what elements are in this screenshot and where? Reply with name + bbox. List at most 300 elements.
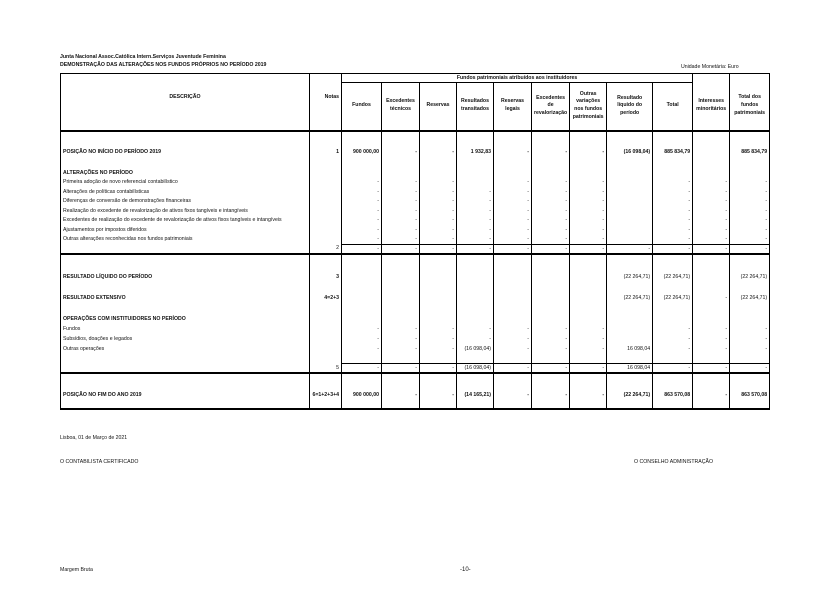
row-label: Realização do excedente de revalorização de ativos fixos tangíveis e intangíveis: [61, 206, 310, 216]
spacer-row: [61, 157, 770, 169]
value-cell: -: [570, 334, 607, 344]
spacer-cell: [342, 354, 382, 364]
row-note: [310, 235, 342, 245]
rule-cell: [420, 131, 457, 140]
value-cell: -: [494, 244, 532, 254]
value-cell: -: [457, 197, 494, 207]
row-label: Fundos: [61, 324, 310, 334]
row-note: [310, 169, 342, 178]
header-row-group: [61, 74, 770, 83]
value-cell: -: [342, 187, 382, 197]
value-cell: [382, 294, 420, 303]
row-label: [61, 244, 310, 254]
value-cell: [570, 315, 607, 324]
value-cell: -: [382, 390, 420, 400]
rule-cell: [570, 131, 607, 140]
value-cell: -: [420, 235, 457, 245]
value-cell: [382, 169, 420, 178]
value-cell: -: [570, 178, 607, 188]
value-cell: -: [693, 324, 730, 334]
value-cell: [494, 273, 532, 282]
value-cell: -: [494, 364, 532, 374]
value-cell: -: [382, 187, 420, 197]
spacer-row: [61, 354, 770, 364]
spacer-cell: [693, 303, 730, 315]
value-cell: [457, 178, 494, 188]
value-cell: [342, 169, 382, 178]
row-label: [61, 364, 310, 374]
column-header-resultado_liquido: Resultado líquido do período: [607, 83, 653, 131]
value-cell: [382, 273, 420, 282]
spacer-row: [61, 382, 770, 390]
spacer-cell: [693, 157, 730, 169]
value-cell: -: [420, 364, 457, 374]
spacer-cell: [607, 373, 653, 382]
spacer-cell: [570, 140, 607, 148]
row-alteracao: [61, 197, 770, 207]
value-cell: [607, 206, 653, 216]
row-note: [310, 315, 342, 324]
spacer-cell: [342, 382, 382, 390]
value-cell: (22 264,71): [607, 273, 653, 282]
value-cell: -: [693, 187, 730, 197]
date-place: Lisboa, 01 de Março de 2021: [60, 435, 128, 441]
row-note: [310, 178, 342, 188]
spacer-row: [61, 282, 770, 294]
row-note: 6=1+2+3+4: [310, 390, 342, 400]
value-cell: -: [570, 148, 607, 157]
spacer-cell: [653, 373, 693, 382]
row-label: Subsídios, doações e legados: [61, 334, 310, 344]
spacer-cell: [342, 157, 382, 169]
value-cell: -: [532, 197, 570, 207]
row-note: 3: [310, 273, 342, 282]
value-cell: -: [342, 324, 382, 334]
value-cell: (22 264,71): [730, 294, 770, 303]
value-cell: [693, 315, 730, 324]
spacer-cell: [693, 254, 730, 263]
spacer-cell: [532, 157, 570, 169]
spacer-cell: [61, 254, 310, 263]
spacer-cell: [730, 254, 770, 263]
value-cell: -: [653, 216, 693, 226]
spacer-cell: [382, 382, 420, 390]
spacer-cell: [532, 303, 570, 315]
value-cell: -: [342, 216, 382, 226]
row-subtotal-2: [61, 244, 770, 254]
header-rule: [61, 131, 770, 140]
spacer-cell: [570, 400, 607, 409]
spacer-cell: [457, 303, 494, 315]
row-note: 4=2+3: [310, 294, 342, 303]
spacer-cell: [532, 400, 570, 409]
row-alteracao: [61, 216, 770, 226]
value-cell: [607, 187, 653, 197]
spacer-cell: [607, 282, 653, 294]
value-cell: -: [570, 344, 607, 354]
spacer-cell: [342, 263, 382, 273]
spacer-cell: [382, 157, 420, 169]
value-cell: 16 098,04: [607, 344, 653, 354]
value-cell: 900 000,00: [342, 390, 382, 400]
row-operacao: [61, 324, 770, 334]
value-cell: -: [653, 364, 693, 374]
spacer-cell: [570, 354, 607, 364]
spacer-cell: [607, 354, 653, 364]
rule-cell: [310, 131, 342, 140]
value-cell: -: [693, 294, 730, 303]
spacer-cell: [382, 263, 420, 273]
row-label: Excedentes de realização do excedente de revalorização de ativos fixos tangíveis e intangíveis: [61, 216, 310, 226]
spacer-cell: [61, 382, 310, 390]
row-label: RESULTADO LÍQUIDO DO PERÍODO: [61, 273, 310, 282]
row-note: [310, 187, 342, 197]
row-label: Outras alterações reconhecidas nos fundos patrimoniais: [61, 235, 310, 245]
value-cell: -: [420, 178, 457, 188]
value-cell: -: [730, 178, 770, 188]
row-alteracao: [61, 187, 770, 197]
spacer-cell: [420, 157, 457, 169]
value-cell: -: [342, 225, 382, 235]
value-cell: -: [342, 364, 382, 374]
value-cell: -: [570, 244, 607, 254]
column-header-outras_variacoes: Outras variações nos fundos patrimoniais: [570, 83, 607, 131]
row-label: Ajustamentos por impostos diferidos: [61, 225, 310, 235]
value-cell: -: [420, 344, 457, 354]
value-cell: -: [730, 225, 770, 235]
value-cell: -: [693, 244, 730, 254]
value-cell: [730, 315, 770, 324]
value-cell: (16 098,04): [457, 364, 494, 374]
value-cell: -: [382, 197, 420, 207]
row-operacao: [61, 344, 770, 354]
spacer-cell: [494, 382, 532, 390]
row-resultado-extensivo: [61, 294, 770, 303]
value-cell: -: [693, 225, 730, 235]
spacer-cell: [457, 382, 494, 390]
value-cell: 16 098,04: [607, 364, 653, 374]
header-spacer: [693, 74, 730, 83]
value-cell: (22 264,71): [607, 390, 653, 400]
value-cell: [653, 315, 693, 324]
spacer-cell: [607, 157, 653, 169]
value-cell: -: [532, 390, 570, 400]
value-cell: -: [457, 324, 494, 334]
value-cell: -: [570, 206, 607, 216]
spacer-cell: [494, 282, 532, 294]
row-alteracao: [61, 178, 770, 188]
value-cell: -: [570, 197, 607, 207]
column-header-excedentes_revalorizacao: Excedentes de revalorização: [532, 83, 570, 131]
spacer-cell: [653, 382, 693, 390]
spacer-cell: [653, 263, 693, 273]
value-cell: [607, 197, 653, 207]
value-cell: (16 098,04): [607, 148, 653, 157]
value-cell: -: [730, 324, 770, 334]
value-cell: -: [494, 344, 532, 354]
value-cell: [342, 294, 382, 303]
spacer-cell: [570, 373, 607, 382]
header-row-columns: [61, 83, 770, 131]
header-spacer: [61, 74, 310, 83]
value-cell: -: [693, 334, 730, 344]
row-label: Alterações de políticas contabilísticas: [61, 187, 310, 197]
value-cell: [693, 148, 730, 157]
spacer-cell: [61, 373, 310, 382]
value-cell: -: [494, 390, 532, 400]
value-cell: [607, 235, 653, 245]
value-cell: -: [570, 216, 607, 226]
spacer-cell: [730, 382, 770, 390]
spacer-cell: [730, 282, 770, 294]
equity-changes-table: [60, 73, 770, 410]
spacer-cell: [532, 263, 570, 273]
value-cell: -: [494, 334, 532, 344]
value-cell: [607, 324, 653, 334]
spacer-cell: [420, 303, 457, 315]
spacer-cell: [693, 282, 730, 294]
value-cell: -: [693, 390, 730, 400]
spacer-cell: [607, 263, 653, 273]
spacer-cell: [310, 354, 342, 364]
value-cell: [532, 169, 570, 178]
value-cell: -: [532, 344, 570, 354]
spacer-cell: [61, 303, 310, 315]
column-header-reservas: Reservas: [420, 83, 457, 131]
value-cell: -: [457, 216, 494, 226]
value-cell: -: [342, 344, 382, 354]
value-cell: -: [730, 187, 770, 197]
spacer-cell: [310, 400, 342, 409]
spacer-cell: [570, 157, 607, 169]
row-alteracao: [61, 206, 770, 216]
spacer-cell: [382, 282, 420, 294]
spacer-cell: [532, 382, 570, 390]
value-cell: -: [653, 344, 693, 354]
spacer-cell: [310, 254, 342, 263]
value-cell: -: [382, 324, 420, 334]
value-cell: -: [570, 364, 607, 374]
value-cell: -: [342, 334, 382, 344]
value-cell: [532, 273, 570, 282]
value-cell: -: [532, 216, 570, 226]
value-cell: -: [342, 206, 382, 216]
value-cell: [494, 315, 532, 324]
value-cell: (22 264,71): [653, 294, 693, 303]
spacer-rule: [61, 373, 770, 382]
value-cell: (22 264,71): [607, 294, 653, 303]
rule-cell: [532, 131, 570, 140]
spacer-cell: [653, 354, 693, 364]
column-header-notas: Notas: [310, 83, 342, 131]
value-cell: [570, 294, 607, 303]
value-cell: -: [494, 178, 532, 188]
value-cell: [693, 169, 730, 178]
column-header-resultados_transitados: Resultados transitados: [457, 83, 494, 131]
value-cell: -: [494, 216, 532, 226]
value-cell: -: [693, 364, 730, 374]
value-cell: -: [342, 244, 382, 254]
value-cell: [420, 315, 457, 324]
value-cell: [494, 294, 532, 303]
entity-name: Junta Nacional Assoc.Católica Intern.Serviços Juventude Feminina: [60, 54, 226, 60]
spacer-cell: [730, 140, 770, 148]
value-cell: [457, 169, 494, 178]
row-alteracao: [61, 225, 770, 235]
spacer-cell: [342, 373, 382, 382]
value-cell: 863 570,08: [730, 390, 770, 400]
value-cell: -: [382, 216, 420, 226]
value-cell: -: [382, 244, 420, 254]
value-cell: -: [532, 178, 570, 188]
spacer-cell: [420, 263, 457, 273]
value-cell: [342, 315, 382, 324]
value-cell: -: [532, 206, 570, 216]
row-note: 2: [310, 244, 342, 254]
rule-cell: [457, 131, 494, 140]
spacer-cell: [693, 354, 730, 364]
spacer-cell: [494, 263, 532, 273]
row-alteracoes-title: [61, 169, 770, 178]
value-cell: -: [653, 324, 693, 334]
value-cell: -: [420, 244, 457, 254]
spacer-cell: [61, 263, 310, 273]
spacer-cell: [607, 254, 653, 263]
row-fim: [61, 390, 770, 400]
spacer-cell: [382, 140, 420, 148]
spacer-rule: [61, 254, 770, 263]
spacer-cell: [494, 254, 532, 263]
value-cell: -: [532, 235, 570, 245]
value-cell: -: [730, 206, 770, 216]
spacer-cell: [532, 373, 570, 382]
row-label: Primeira adoção de novo referencial contabilístico: [61, 178, 310, 188]
spacer-cell: [653, 140, 693, 148]
value-cell: -: [420, 216, 457, 226]
column-header-reservas_legais: Reservas legais: [494, 83, 532, 131]
value-cell: -: [457, 235, 494, 245]
value-cell: -: [382, 206, 420, 216]
value-cell: -: [532, 148, 570, 157]
spacer-cell: [494, 400, 532, 409]
column-header-interesses: Interesses minoritários: [693, 83, 730, 131]
value-cell: -: [494, 235, 532, 245]
column-header-total: Total: [653, 83, 693, 131]
value-cell: [457, 315, 494, 324]
value-cell: -: [532, 334, 570, 344]
spacer-cell: [420, 140, 457, 148]
spacer-cell: [457, 354, 494, 364]
value-cell: [730, 169, 770, 178]
spacer-cell: [730, 400, 770, 409]
value-cell: (22 264,71): [730, 273, 770, 282]
spacer-cell: [457, 282, 494, 294]
value-cell: -: [532, 324, 570, 334]
value-cell: -: [457, 187, 494, 197]
value-cell: -: [653, 178, 693, 188]
value-cell: -: [494, 197, 532, 207]
spacer-cell: [653, 157, 693, 169]
value-cell: -: [420, 225, 457, 235]
value-cell: -: [730, 364, 770, 374]
spacer-cell: [730, 354, 770, 364]
spacer-cell: [420, 254, 457, 263]
value-cell: (14 165,21): [457, 390, 494, 400]
value-cell: -: [457, 206, 494, 216]
spacer-cell: [61, 282, 310, 294]
value-cell: [607, 225, 653, 235]
rule-cell: [693, 131, 730, 140]
value-cell: -: [494, 324, 532, 334]
spacer-cell: [457, 400, 494, 409]
spacer-row: [61, 303, 770, 315]
spacer-cell: [570, 303, 607, 315]
row-label: OPERAÇÕES COM INSTITUIDORES NO PERÍODO: [61, 315, 310, 324]
value-cell: [420, 294, 457, 303]
spacer-cell: [532, 140, 570, 148]
value-cell: -: [532, 364, 570, 374]
spacer-cell: [457, 157, 494, 169]
value-cell: -: [570, 235, 607, 245]
page-number: -10-: [460, 567, 471, 573]
spacer-cell: [532, 254, 570, 263]
spacer-cell: [730, 373, 770, 382]
value-cell: -: [653, 334, 693, 344]
value-cell: -: [420, 187, 457, 197]
spacer-cell: [570, 263, 607, 273]
value-cell: 885 834,79: [653, 148, 693, 157]
spacer-cell: [342, 303, 382, 315]
row-operacoes-title: [61, 315, 770, 324]
spacer-cell: [420, 282, 457, 294]
header-spacer: [310, 74, 342, 83]
column-header-total_fundos: Total dos fundos patrimoniais: [730, 83, 770, 131]
spacer-cell: [382, 303, 420, 315]
value-cell: [607, 169, 653, 178]
spacer-cell: [607, 400, 653, 409]
value-cell: -: [420, 390, 457, 400]
row-label: POSIÇÃO NO INÍCIO DO PERÍODO 2019: [61, 148, 310, 157]
value-cell: [420, 169, 457, 178]
row-inicio: [61, 148, 770, 157]
spacer-cell: [532, 282, 570, 294]
row-label: Diferenças de conversão de demonstrações financeiras: [61, 197, 310, 207]
value-cell: [342, 273, 382, 282]
row-label: POSIÇÃO NO FIM DO ANO 2019: [61, 390, 310, 400]
value-cell: -: [730, 244, 770, 254]
row-subtotal-5: [61, 364, 770, 374]
value-cell: [532, 294, 570, 303]
value-cell: -: [420, 206, 457, 216]
spacer-cell: [382, 373, 420, 382]
value-cell: -: [693, 206, 730, 216]
spacer-cell: [342, 282, 382, 294]
value-cell: -: [382, 364, 420, 374]
value-cell: 863 570,08: [653, 390, 693, 400]
spacer-cell: [693, 400, 730, 409]
spacer-cell: [693, 373, 730, 382]
spacer-cell: [653, 400, 693, 409]
footer-note: Margem Bruta: [60, 567, 93, 573]
spacer-cell: [342, 254, 382, 263]
value-cell: -: [570, 324, 607, 334]
spacer-cell: [494, 373, 532, 382]
value-cell: [653, 169, 693, 178]
value-cell: [494, 169, 532, 178]
spacer-cell: [730, 263, 770, 273]
value-cell: [420, 273, 457, 282]
spacer-cell: [494, 157, 532, 169]
